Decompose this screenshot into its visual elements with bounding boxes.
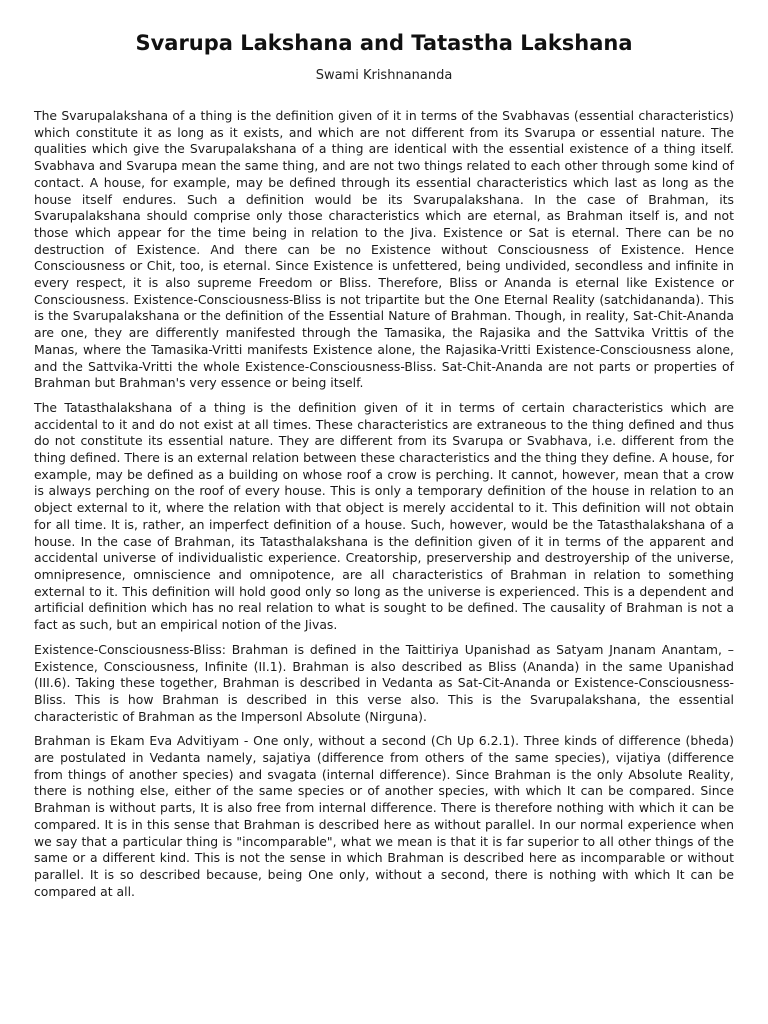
paragraph-ekam-eva-advitiyam: Brahman is Ekam Eva Advitiyam - One only, without a second (Ch Up 6.2.1). Three kinds of difference (bheda) are postulated in Vedanta namely, sajatiya (difference from others of the same species), vijatiya (difference from things of another species) and svagata (internal difference). Since Brahman is the only Absolute Reality, there is nothing else, either of the same species or of another species, with which It can be compared. Since Brahman is without parts, It is also free from internal difference. There is therefore nothing with which it can be compared. It is in this sense that Brahman is described here as without parallel. In our normal experience when we say that a particular thing is "incomparable", what we mean is that it is far superior to all other things of the same or a different kind. This is not the sense in which Brahman is described here as incomparable or without parallel. It is so described because, being One only, without a second, there is nothing with which It can be compared at all. xyxy=(34,733,734,899)
author-name: Swami Krishnananda xyxy=(315,68,453,83)
page-title: Svarupa Lakshana and Tatastha Lakshana xyxy=(135,31,633,55)
paragraph-svarupalakshana: The Svarupalakshana of a thing is the definition given of it in terms of the Svabhavas (essential characteristics) which constitute it as long as it exists, and which are not different from its Svarupa or essential nature. The qualities which give the Svarupalakshana of a thing are identical with the essential existence of a thing itself. Svabhava and Svarupa mean the same thing, and are not two things related to each other through some kind of contact. A house, for example, may be defined through its essential characteristics which last as long as the house itself endures. Such a definition would be its Svarupalakshana. In the case of Brahman, its Svarupalakshana should comprise only those characteristics which are eternal, as Brahman itself is, and not those which appear for the time being in relation to the Jiva. Existence or Sat is eternal. There can be no destruction of Existence. And there can be no Existence without Consciousness of Existence. Hence Consciousness or Chit, too, is eternal. Since Existence is unfettered, being undivided, secondless and infinite in every respect, it is also supreme Freedom or Bliss. Therefore, Bliss or Ananda is eternal like Existence or Consciousness. Existence-Consciousness-Bliss is not tripartite but the One Eternal Reality (satchidananda). This is the Svarupalakshana or the definition of the Essential Nature of Brahman. Though, in reality, Sat-Chit-Ananda are one, they are differently manifested through the Tamasika, the Rajasika and the Sattvika Vrittis of the Manas, where the Tamasika-Vritti manifests Existence alone, the Rajasika-Vritti Existence-Consciousness alone, and the Sattvika-Vritti the whole Existence-Consciousness-Bliss. Sat-Chit-Ananda are not parts or properties of Brahman but Brahman's very essence or being itself. xyxy=(34,108,734,391)
paragraph-existence-consciousness-bliss: Existence-Consciousness-Bliss: Brahman is defined in the Taittiriya Upanishad as Satyam Jnanam Anantam, – Existence, Consciousness, Infinite (II.1). Brahman is also described as Bliss (Ananda) in the same Upanishad (III.6). Taking these together, Brahman is described in Vedanta as Sat-Cit-Ananda or Existence-Consciousness-Bliss. This is how Brahman is described in this verse also. This is the Svarupalakshana, the essential characteristic of Brahman as the Impersonl Absolute (Nirguna). xyxy=(34,641,734,724)
paragraph-tatasthalakshana: The Tatasthalakshana of a thing is the definition given of it in terms of certain characteristics which are accidental to it and do not exist at all times. These characteristics are extraneous to the thing defined and thus do not constitute its essential nature. They are different from its Svarupa or Svabhava, i.e. different from the thing defined. There is an external relation between these characteristics and the thing they define. A house, for example, may be defined as a building on whose roof a crow is perching. It cannot, however, mean that a crow is always perching on the roof of every house. This is only a temporary definition of the house in relation to an object external to it, where the relation with that object is merely accidental to it. This definition will not obtain for all time. It is, rather, an imperfect definition of a house. Such, however, would be the Tatasthalakshana of a house. In the case of Brahman, its Tatasthalakshana is the definition given of it in terms of the apparent and accidental universe of individualistic experience. Creatorship, preservership and destroyership of the universe, omnipresence, omniscience and omnipotence, are all characteristics of Brahman in relation to something external to it. This definition will hold good only so long as the universe is experienced. This is a dependent and artificial definition which has no real relation to what is sought to be defined. The causality of Brahman is not a fact as such, but an empirical notion of the Jivas. xyxy=(34,399,734,633)
